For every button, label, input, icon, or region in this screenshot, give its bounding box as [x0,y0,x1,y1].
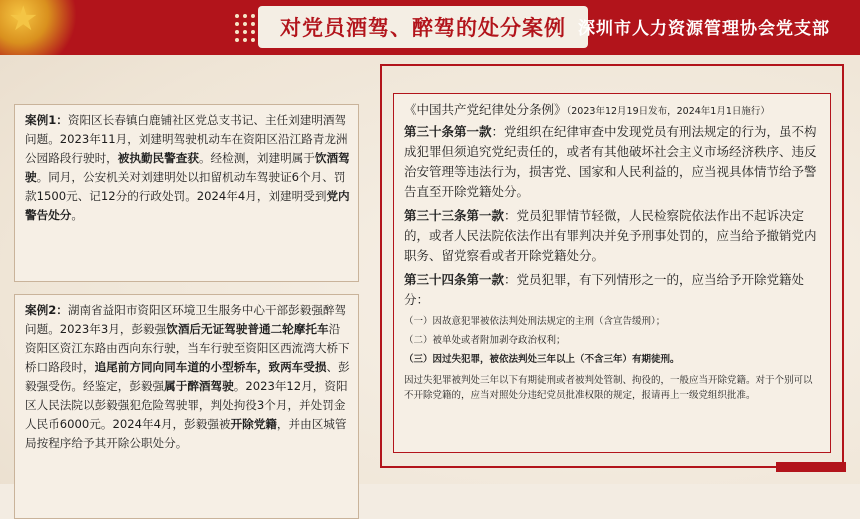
case-2-highlight-1: 饮酒后无证驾驶普通二轮摩托车 [166,322,329,336]
page-title: 对党员酒驾、醉驾的处分案例 [280,16,566,40]
org-name: 深圳市人力资源管理协会党支部 [578,19,830,39]
case-2-text-5: ，并由区城管局按程序给予其开除公职处分。 [25,417,347,450]
article-33-title: 第三十三条第一款 [404,208,505,223]
case-1-text-4: 。 [71,208,83,222]
regulation-name: 《中国共产党纪律处分条例》 [404,102,567,117]
article-30 [404,122,820,202]
case-1-text-2: 。经检测，刘建明属于 [198,151,315,165]
case-2-text-2: 沿资阳区资江东路由西向东行驶，当车行驶至资阳区西流湾大桥下桥口路段时， [25,322,350,374]
case-2-highlight-3: 属于醉酒驾驶 [164,379,234,393]
article-30-text: ：党组织在纪律审查中发现党员有刑法规定的行为，虽不构成犯罪但须追究党纪责任的，或者有其他破坏社会主义市场经济秩序、违反治安管理等违法行为，损害党、国家和人民利益的，应当视具体情节给予警告直至开除党籍处分。 [404,124,817,199]
article-33-text: ：党员犯罪情节轻微，人民检察院依法作出不起诉决定的，或者人民法院依法作出有罪判决并免予刑事处罚的，应当给予撤销党内职务、留党察看或者开除党籍处分。 [404,208,817,263]
case-2-highlight-4: 开除党籍 [230,417,277,431]
article-30-title: 第三十条第一款 [404,124,492,139]
article-34-title: 第三十四条第一款 [404,272,505,287]
list-item: （二）被单处或者附加剥夺政治权利； [404,335,566,346]
regulation-note: （2023年12月19日发布，2024年1月1日施行） [566,106,770,117]
corner-decoration [776,462,846,472]
case-2-box [14,294,359,519]
article-34-items [404,312,820,369]
regulation-panel [393,93,831,453]
case-1-highlight-3: 党内警告处分 [25,189,350,222]
case-1-highlight-1: 被执勤民警查获 [117,151,199,165]
regulation-footnote: 因过失犯罪被判处三年以下有期徒刑或者被判处管制、拘役的，一般应当开除党籍。对于个别可以不开除党籍的，应当对照处分违纪党员批准权限的规定，报请再上一级党组织批准。 [404,375,813,401]
case-2-label: 案例2： [25,303,68,317]
title-box [258,6,588,48]
dot-pattern-icon [232,10,258,46]
case-1-text-1: 资阳区长春镇白鹿铺社区党总支书记、主任刘建明酒驾问题。2023年11月，刘建明驾驶机动车在资阳区沿江路青龙洲公园路段行驶时， [25,113,348,165]
regulation-title [404,100,820,118]
star-icon: ★ [8,0,39,39]
article-34 [404,270,820,310]
list-item: （三）因过失犯罪，被依法判处三年以上（不含三年）有期徒刑。 [404,354,680,365]
case-1-box [14,104,359,282]
case-2-highlight-2: 追尾前方同向同车道的小型轿车，致两车受损 [94,360,327,374]
article-33 [404,206,820,266]
case-2-text-3: 、彭毅强受伤。经鉴定，彭毅强 [25,360,350,393]
case-1-label: 案例1： [25,113,68,127]
case-1-text-3: 。同月，公安机关对刘建明处以扣留机动车驾驶证6个月、罚款1500元、记12分的行政处罚。2024年4月，刘建明受到 [25,170,346,203]
header-bar [0,0,860,55]
case-2-text-4: 。2023年12月，资阳区人民法院以彭毅强犯危险驾驶罪，判处拘役3个月，并处罚金人民币6000元。2024年4月，彭毅强被 [25,379,348,431]
cases-panel [14,64,366,464]
case-2-text-1: 湖南省益阳市资阳区环境卫生服务中心干部彭毅强醉驾问题。2023年3月，彭毅强 [25,303,347,336]
list-item: （一）因故意犯罪被依法判处刑法规定的主刑（含宣告缓刑）； [404,316,666,327]
article-34-text: ：党员犯罪，有下列情形之一的，应当给予开除党籍处分： [404,272,805,307]
case-1-highlight-2: 饮酒驾驶 [25,151,350,184]
